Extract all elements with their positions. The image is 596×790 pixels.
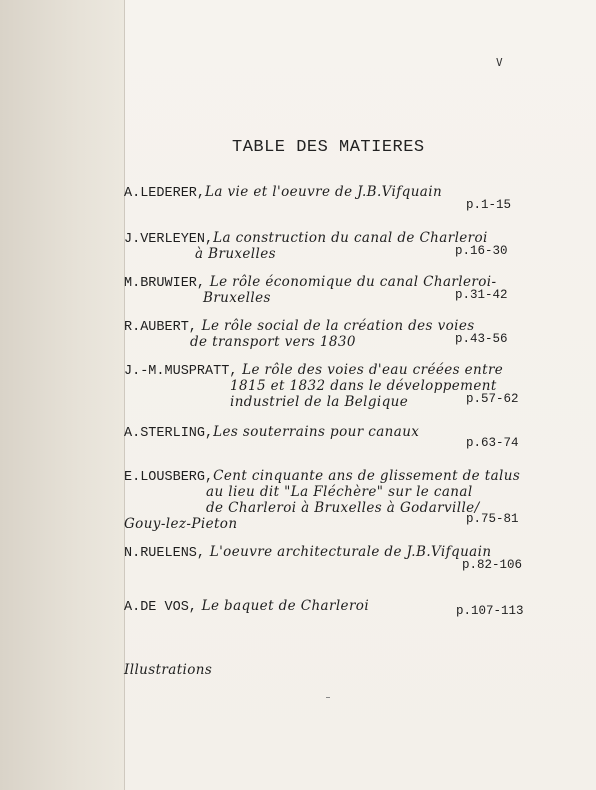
entry-author: A.LEDERER, (124, 186, 206, 201)
page-number: V (496, 56, 503, 69)
entry-title-cont: Bruxelles (203, 290, 271, 306)
entry-title-cont: 1815 et 1832 dans le développement (230, 378, 497, 394)
page-title: TABLE DES MATIERES (232, 138, 425, 157)
toc-entry-sterling (124, 424, 419, 441)
toc-entry-aubert (124, 318, 475, 335)
entry-pages: p.16-30 (455, 244, 508, 258)
entry-title-cont: de transport vers 1830 (190, 334, 356, 350)
entry-author: R.AUBERT, (124, 320, 197, 335)
entry-author: A.DE VOS, (124, 600, 197, 615)
entry-title: Le rôle social de la création des voies (196, 318, 475, 334)
entry-author: J.-M.MUSPRATT, (124, 364, 238, 379)
entry-pages: p.82-106 (462, 558, 523, 572)
entry-pages: p.43-56 (455, 332, 508, 346)
entry-title: L'oeuvre architecturale de J.B.Vifquain (205, 544, 492, 560)
entry-pages: p.1-15 (466, 198, 512, 212)
entry-title-cont: industriel de la Belgique (230, 394, 409, 410)
entry-title: Le baquet de Charleroi (196, 598, 370, 614)
toc-entry-muspratt (124, 362, 503, 379)
toc-entry-bruwier (124, 274, 496, 291)
entry-title-cont: au lieu dit "La Fléchère" sur le canal (206, 484, 473, 500)
toc-entry-ruelens (124, 544, 491, 561)
entry-title: Le rôle économique du canal Charleroi- (205, 274, 497, 290)
entry-title: Le rôle des voies d'eau créées entre (237, 362, 504, 378)
entry-author: N.RUELENS, (124, 546, 206, 561)
entry-pages: p.57-62 (466, 392, 519, 406)
entry-title-cont: à Bruxelles (195, 246, 276, 262)
entry-pages: p.63-74 (466, 436, 519, 450)
entry-title: Les souterrains pour canaux (213, 424, 420, 440)
toc-entry-devos (124, 598, 369, 615)
entry-pages: p.75-81 (466, 512, 519, 526)
entry-author: E.LOUSBERG, (124, 470, 214, 485)
entry-title-cont: de Charleroi à Bruxelles à Godarville/ (206, 500, 480, 516)
entry-title: Cent cinquante ans de glissement de talus (213, 468, 521, 484)
page-mark (326, 697, 330, 698)
entry-pages: p.107-113 (456, 604, 524, 618)
book-spine-shadow (0, 0, 124, 790)
toc-entry-lousberg (124, 468, 520, 485)
entry-title: La vie et l'oeuvre de J.B.Vifquain (205, 184, 443, 200)
illustrations-label: Illustrations (124, 662, 213, 678)
entry-title: La construction du canal de Charleroi (213, 230, 488, 246)
toc-entry-lederer (124, 184, 442, 201)
toc-entry-verleyen (124, 230, 488, 247)
entry-author: A.STERLING, (124, 426, 214, 441)
entry-author: M.BRUWIER, (124, 276, 206, 291)
entry-pages: p.31-42 (455, 288, 508, 302)
entry-author: J.VERLEYEN, (124, 232, 214, 247)
entry-title-cont: Gouy-lez-Pieton (124, 516, 238, 532)
